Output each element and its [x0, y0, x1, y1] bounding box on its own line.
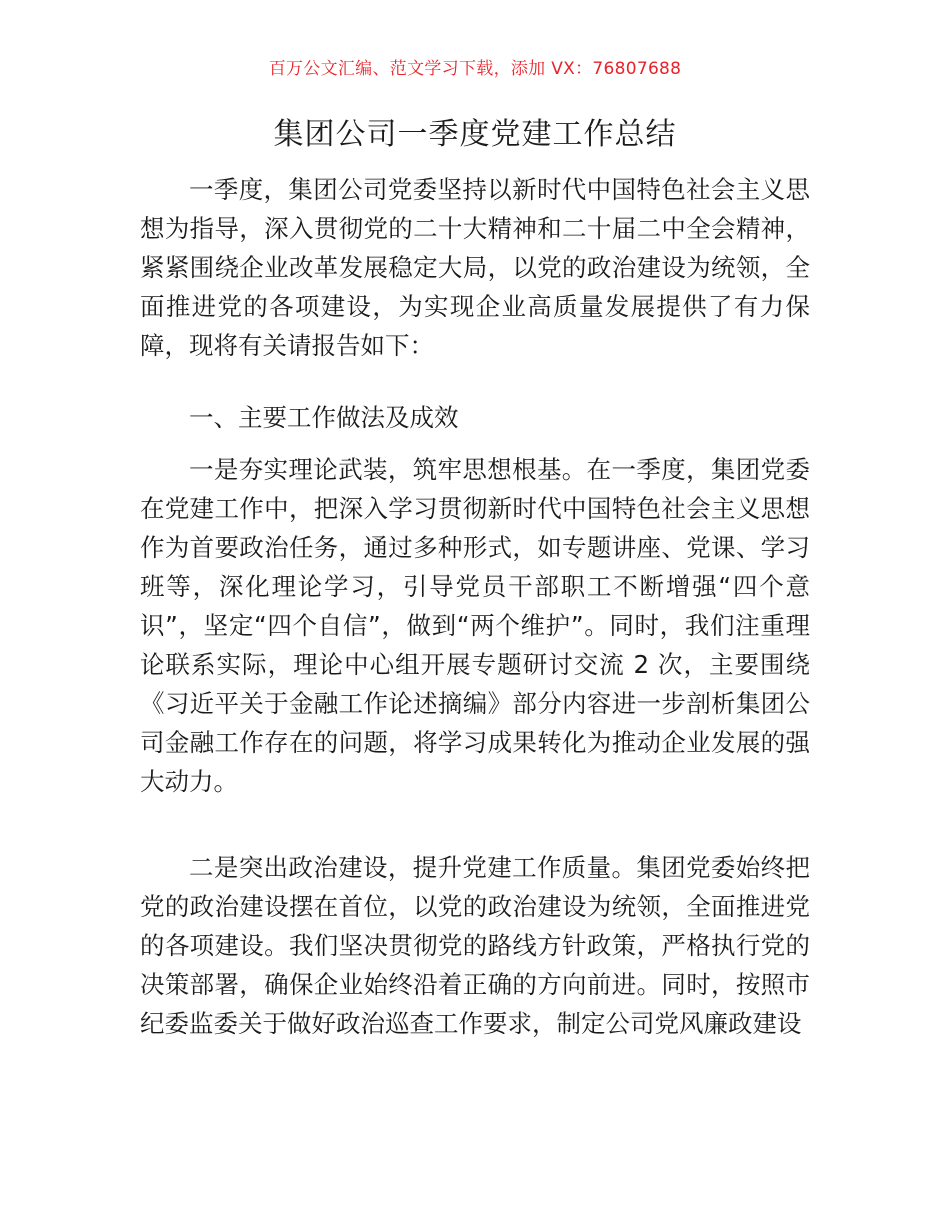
body-paragraph-item-2: 二是突出政治建设，提升党建工作质量。集团党委始终把党的政治建设摆在首位，以党的政治建设为统领，全面推进党的各项建设。我们坚决贯彻党的路线方针政策，严格执行党的决策部署，确保企业始终沿着正确的方向前进。同时，按照市纪委监委关于做好政治巡查工作要求，制定公司党风廉政建设: [140, 853, 810, 1038]
document-title: 集团公司一季度党建工作总结: [273, 117, 677, 152]
header-banner: 百万公文汇编、范文学习下载，添加 VX：76807688: [268, 59, 682, 79]
section-heading: 一、主要工作做法及成效: [189, 403, 459, 432]
body-paragraph-item-1: 一是夯实理论武装，筑牢思想根基。在一季度，集团党委在党建工作中，把深入学习贯彻新时代中国特色社会主义思想作为首要政治任务，通过多种形式，如专题讲座、党课、学习班等，深化理论学习，引导党员干部职工不断增强“四个意识”，坚定“四个自信”，做到“两个维护”。同时，我们注重理论联系实际，理论中心组开展专题研讨交流 2 次，主要围绕《习近平关于金融工作论述摘编》部分内容进一步剖析集团公司金融工作存在的问题，将学习成果转化为推动企业发展的强大动力。: [140, 455, 810, 796]
intro-paragraph: 一季度，集团公司党委坚持以新时代中国特色社会主义思想为指导，深入贯彻党的二十大精神和二十届二中全会精神，紧紧围绕企业改革发展稳定大局，以党的政治建设为统领，全面推进党的各项建设，为实现企业高质量发展提供了有力保障，现将有关请报告如下：: [140, 175, 810, 360]
